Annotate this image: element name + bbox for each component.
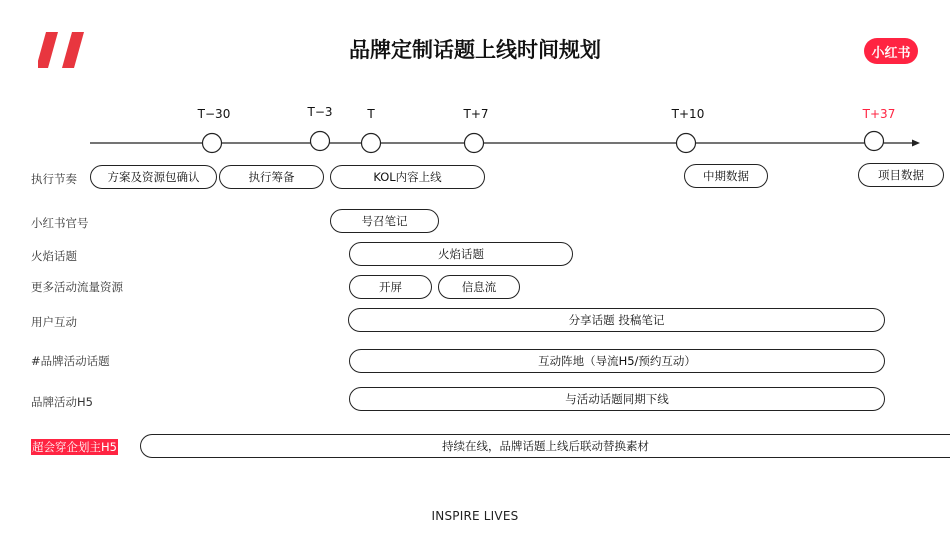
pill-feed: 信息流	[438, 275, 520, 299]
tick-marker-t-plus-37	[865, 132, 884, 151]
tick-label-t: T	[367, 107, 375, 121]
tick-marker-t	[362, 134, 381, 153]
row-label-official-account: 小红书官号	[31, 216, 89, 230]
row-label-brand-topic: #品牌活动话题	[31, 354, 110, 368]
tick-marker-t-minus-30	[203, 134, 222, 153]
pill-call-notes: 号召笔记	[330, 209, 439, 233]
tick-marker-t-minus-3	[311, 132, 330, 151]
pill-interaction-hub: 互动阵地（导流H5/预约互动）	[349, 349, 885, 373]
pill-splash-screen: 开屏	[349, 275, 432, 299]
row-label-flame-topic: 火焰话题	[31, 249, 77, 263]
footer-slogan: INSPIRE LIVES	[431, 509, 519, 523]
tick-marker-t-plus-10	[677, 134, 696, 153]
pill-always-online	[140, 434, 950, 458]
tick-label-t-plus-37: T+37	[862, 107, 896, 121]
tick-label-t-minus-30: T−30	[197, 107, 231, 121]
pill-execution-prep: 执行筹备	[219, 165, 324, 189]
tick-marker-t-plus-7	[465, 134, 484, 153]
tick-label-t-minus-3: T−3	[307, 105, 333, 119]
row-label-brand-h5: 品牌活动H5	[31, 395, 93, 409]
row-label-execution-rhythm: 执行节奏	[31, 172, 77, 186]
row-label-main-h5: 超会穿企划主H5	[32, 440, 117, 454]
pill-flame-topic: 火焰话题	[349, 242, 573, 266]
pill-kol-launch: KOL内容上线	[330, 165, 485, 189]
tick-label-t-plus-10: T+10	[671, 107, 705, 121]
row-label-traffic-resources: 更多活动流量资源	[31, 280, 123, 294]
pill-plan-confirm: 方案及资源包确认	[90, 165, 217, 189]
xiaohongshu-logo: 小红书	[864, 38, 918, 64]
row-label-user-interaction: 用户互动	[31, 315, 77, 329]
tick-label-t-plus-7: T+7	[463, 107, 489, 121]
pill-share-topic: 分享话题 投稿笔记	[348, 308, 885, 332]
page-title: 品牌定制话题上线时间规划	[349, 38, 601, 62]
pill-project-data: 项目数据	[858, 163, 944, 187]
pill-always-online-text: 持续在线，品牌话题上线后联动替换素材	[442, 439, 649, 453]
pill-midterm-data: 中期数据	[684, 164, 768, 188]
pill-offline-with-topic: 与活动话题同期下线	[349, 387, 885, 411]
